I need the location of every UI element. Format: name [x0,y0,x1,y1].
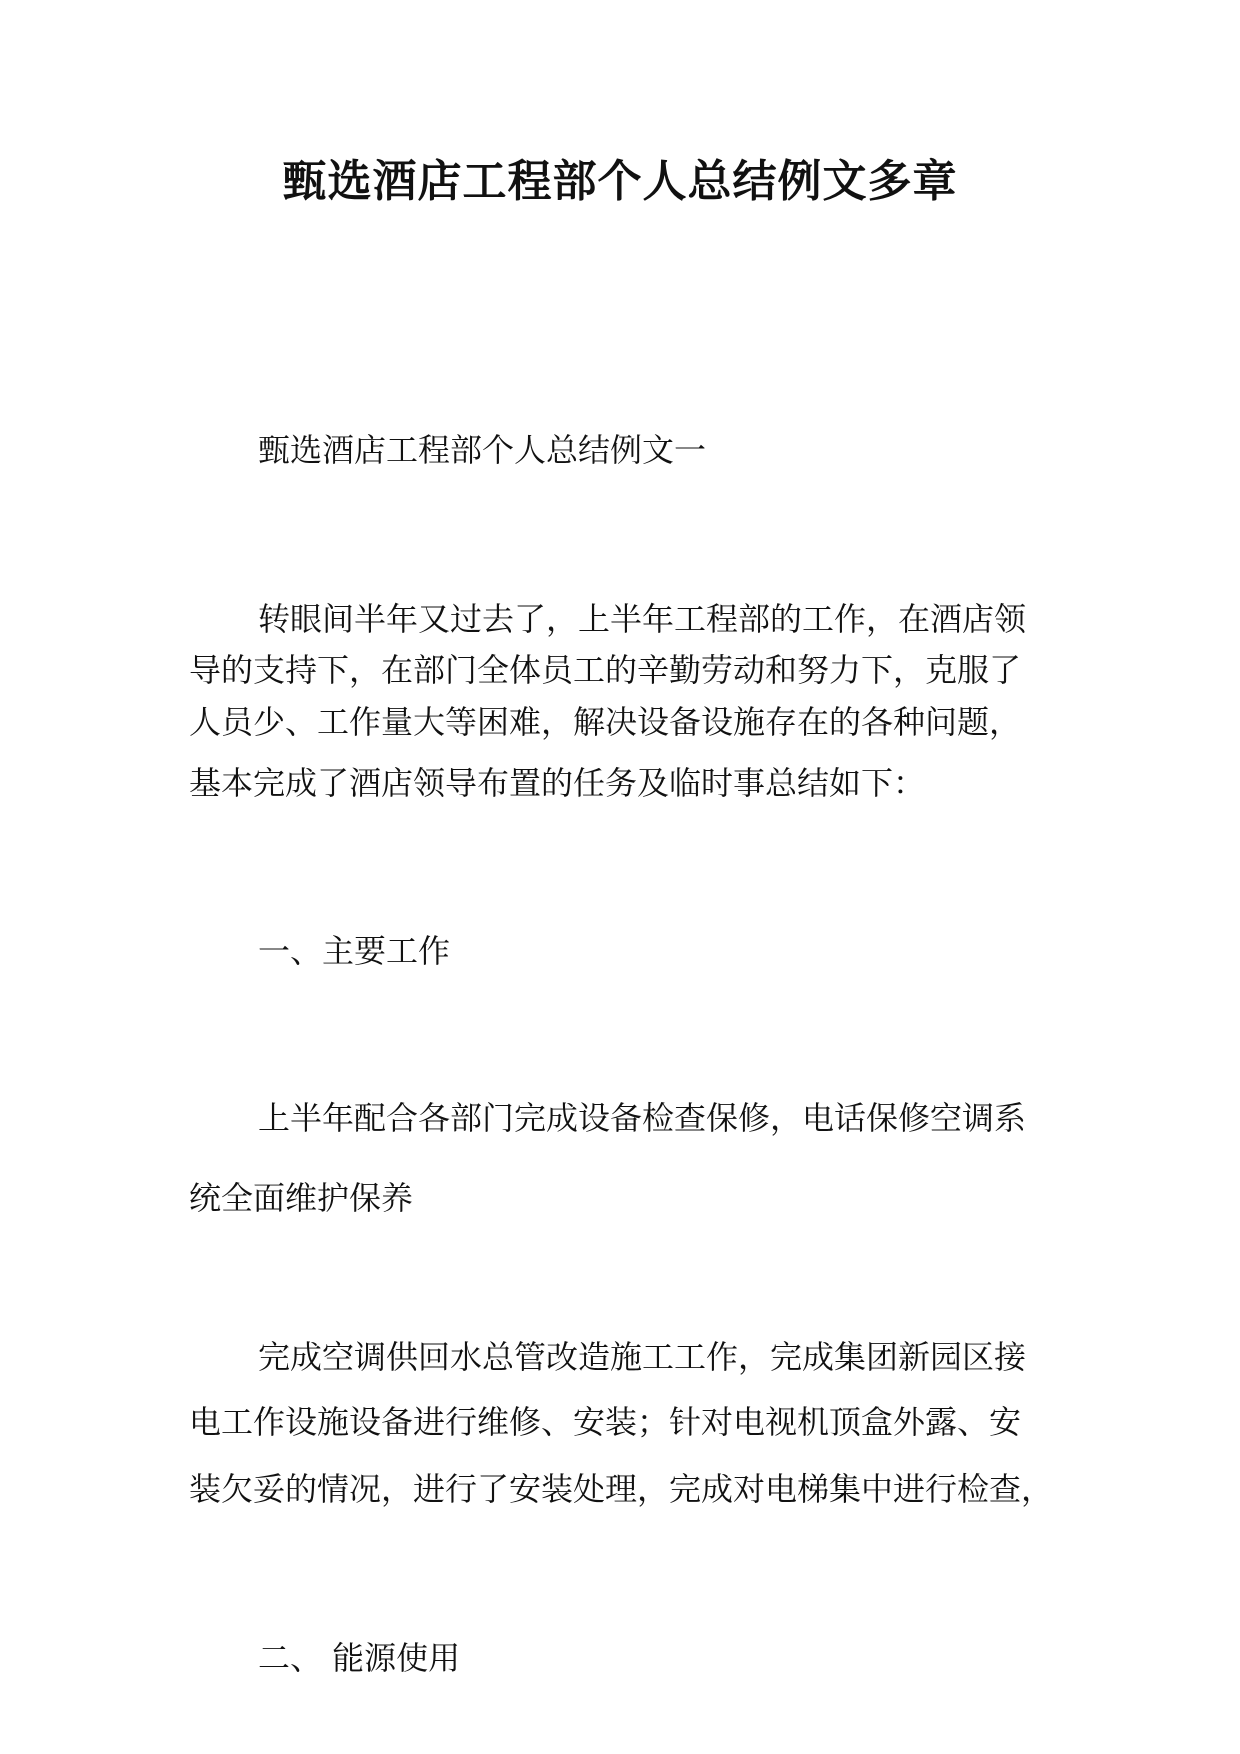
intro-line-1: 转眼间半年又过去了，上半年工程部的工作，在酒店领 [258,600,1027,638]
section1-para2-line-1: 完成空调供回水总管改造施工工作，完成集团新园区接 [258,1338,1027,1376]
section1-heading: 一、主要工作 [258,932,451,970]
section1-para1-line-2: 统全面维护保养 [189,1179,414,1217]
intro-line-2: 导的支持下，在部门全体员工的辛勤劳动和努力下，克服了 [189,651,1022,689]
section2-heading: 二、 能源使用 [258,1639,461,1677]
page-title: 甄选酒店工程部个人总结例文多章 [282,156,958,207]
intro-line-4: 基本完成了酒店领导布置的任务及临时事总结如下： [189,764,926,802]
intro-line-3: 人员少、工作量大等困难，解决设备设施存在的各种问题， [189,703,1022,741]
section1-para1-line-1: 上半年配合各部门完成设备检查保修，电话保修空调系 [258,1099,1027,1137]
subtitle: 甄选酒店工程部个人总结例文一 [258,431,707,469]
section1-para2-line-3: 装欠妥的情况，进行了安装处理，完成对电梯集中进行检查， [189,1470,1054,1508]
section1-para2-line-2: 电工作设施设备进行维修、安装；针对电视机顶盒外露、安 [189,1403,1022,1441]
